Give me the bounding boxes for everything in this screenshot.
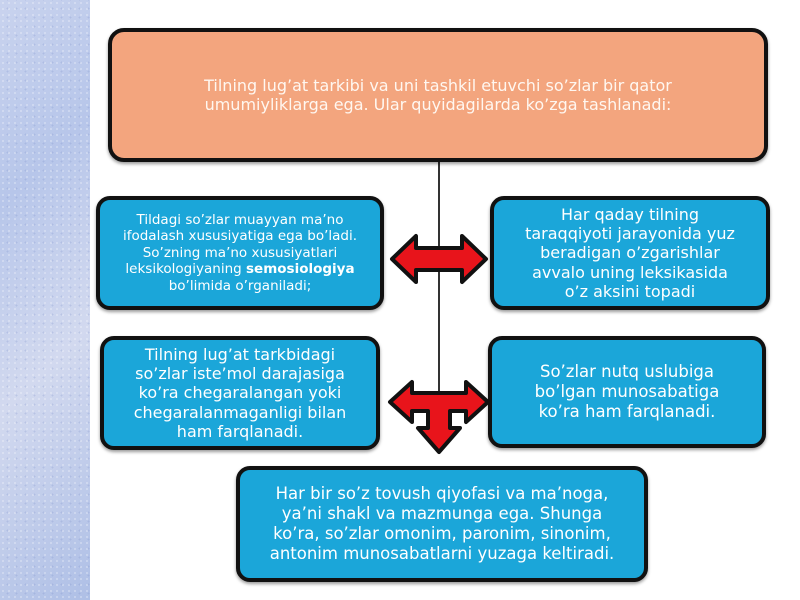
right-box-2-text: So’zlar nutq uslubiga bo’lgan munosabatiga ko’ra ham farqlanadi. [534,362,720,421]
left-box-2-text: Tilning lug’at tarkbidagi so’zlar iste’mol darajasiga ko’ra chegaralangan yoki chegaralanmaganligi bilan ham farqlanadi. [133,345,347,441]
left-box-1-text [122,212,358,294]
right-box-speech-style [488,336,766,448]
bottom-box-form-meaning [236,466,648,582]
top-box-text: Tilning lug’at tarkibi va uni tashkil etuvchi so’zlar bir qator umumiyliklarga ega. Ular quyidagilarda ko’zga tashlanadi: [204,75,672,114]
left-box-semantics [96,196,384,310]
left-box-1-text-after: bo’limida o’rganiladi; [168,277,312,294]
bottom-box-text: Har bir so’z tovush qiyofasi va ma’noga, ya’ni shakl va mazmunga ega. Shunga ko’ra, so’zlar omonim, paronim, sinonim, antonim munosabatlarni yuzaga keltiradi. [269,484,615,563]
left-box-1-text-before: Tildagi so’zlar muayyan ma’no ifodalash xususiyatiga ega bo’ladi. So’zning ma’no xususiyatlari leksikologiyaning [122,211,358,278]
left-box-usage-level [100,336,380,450]
right-box-1-text: Har qaday tilning taraqqiyoti jarayonida yuz beradigan o’zgarishlar avvalo uning leksikasida o’z aksini topadi [525,205,735,301]
top-box-heading [108,28,768,162]
right-box-development [490,196,770,310]
left-box-1-bold-term: semosiologiya [246,261,355,278]
double-headed-arrow-icon [388,232,490,286]
left-decorative-strip [0,0,90,600]
three-way-arrow-icon [386,376,492,456]
